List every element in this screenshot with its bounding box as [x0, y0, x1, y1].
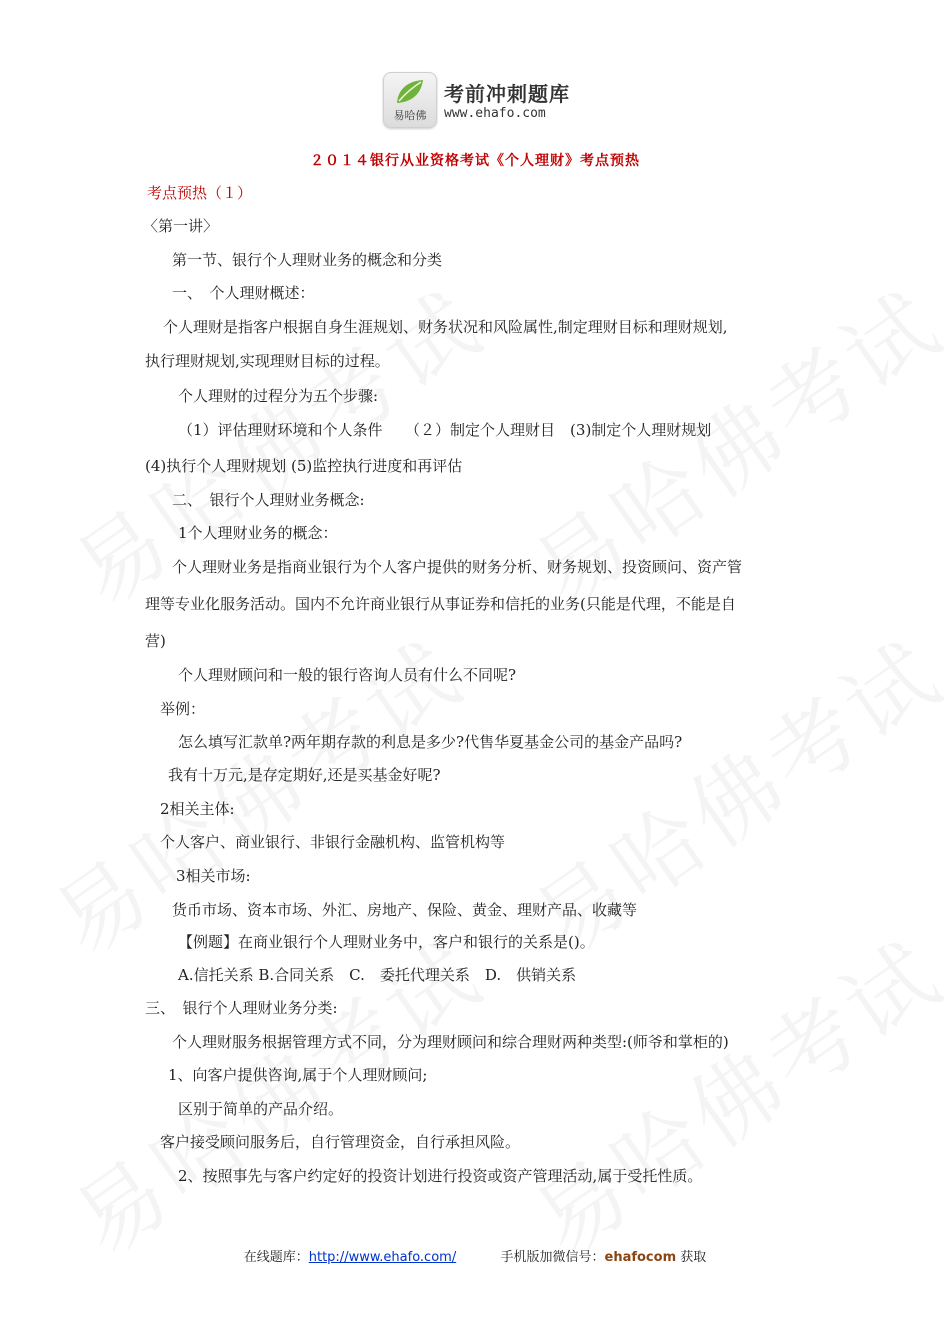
text-line: 一、 个人理财概述： [172, 284, 315, 302]
text-line: 举例： [160, 700, 206, 718]
watermark [506, 607, 950, 980]
text-line: 个人理财是指客户根据自身生涯规划、财务状况和风险属性,制定理财目标和理财规划, [163, 318, 728, 336]
text-line: 〈第一讲〉 [143, 217, 219, 235]
text-line: 个人理财服务根据管理方式不同，分为理财顾问和综合理财两种类型:(师爷和掌柜的) [172, 1033, 729, 1051]
text-line: （1）评估理财环境和个人条件 （２）制定个人理财目 (3)制定个人理财规划 [178, 421, 712, 439]
text-line: 2、按照事先与客户约定好的投资计划进行投资或资产管理活动,属于受托性质。 [178, 1167, 703, 1185]
leaf-icon [394, 77, 426, 107]
text-line: A.信托关系 B.合同关系 C. 委托代理关系 D. 供销关系 [178, 966, 577, 984]
text-line: 客户接受顾问服务后，自行管理资金，自行承担风险。 [160, 1133, 521, 1151]
logo-badge-text: 易哈佛 [393, 109, 427, 122]
text-line: 理等专业化服务活动。国内不允许商业银行从事证券和信托的业务(只能是代理，不能是自 [145, 595, 736, 613]
footer-link[interactable]: http://www.ehafo.com/ [308, 1250, 457, 1265]
text-line: 二、 银行个人理财业务概念: [172, 491, 365, 509]
watermark [26, 607, 483, 980]
text-line: 货币市场、资本市场、外汇、房地产、保险、黄金、理财产品、收藏等 [172, 901, 638, 919]
text-line: (4)执行个人理财规划 (5)监控执行进度和再评估 [145, 457, 463, 475]
footer-wechat-id: ehafocom [604, 1250, 677, 1265]
watermark [506, 907, 950, 1280]
logo-badge [383, 72, 437, 128]
text-line: 第一节、银行个人理财业务的概念和分类 [172, 251, 443, 269]
text-line: 个人理财顾问和一般的银行咨询人员有什么不同呢? [178, 666, 517, 684]
site-logo [383, 72, 583, 130]
text-line: 区别于简单的产品介绍。 [178, 1100, 344, 1118]
text-line: 1、向客户提供咨询,属于个人理财顾问; [168, 1066, 428, 1084]
page-footer [0, 1246, 950, 1265]
text-line: 个人理财的过程分为五个步骤: [178, 387, 379, 405]
text-line: 1个人理财业务的概念： [178, 524, 338, 542]
text-line: 【例题】在商业银行个人理财业务中，客户和银行的关系是()。 [178, 933, 595, 951]
footer-online-label: 在线题库： [243, 1250, 309, 1265]
watermark [46, 907, 503, 1280]
text-line: 怎么填写汇款单?两年期存款的利息是多少?代售华夏基金公司的基金产品吗? [178, 733, 683, 751]
text-line: 2相关主体: [160, 800, 235, 818]
text-line: 个人理财业务是指商业银行为个人客户提供的财务分析、财务规划、投资顾问、资产管 [172, 558, 743, 576]
text-line: 执行理财规划,实现理财目标的过程。 [145, 352, 390, 370]
text-line: 我有十万元,是存定期好,还是买基金好呢? [168, 766, 441, 784]
text-line: 营) [145, 632, 166, 650]
footer-suffix: 获取 [676, 1250, 707, 1265]
text-line: 个人客户、商业银行、非银行金融机构、监管机构等 [160, 833, 506, 851]
logo-name: 考前冲刺题库 [444, 82, 570, 106]
logo-url: www.ehafo.com [444, 106, 546, 121]
text-line: 三、 银行个人理财业务分类: [145, 999, 338, 1017]
document-title: ２０１４银行从业资格考试《个人理财》考点预热 [310, 153, 640, 169]
footer-wechat-label: 手机版加微信号： [500, 1250, 605, 1265]
text-line: 3相关市场: [176, 867, 251, 885]
section-heading: 考点预热（１） [147, 184, 253, 202]
